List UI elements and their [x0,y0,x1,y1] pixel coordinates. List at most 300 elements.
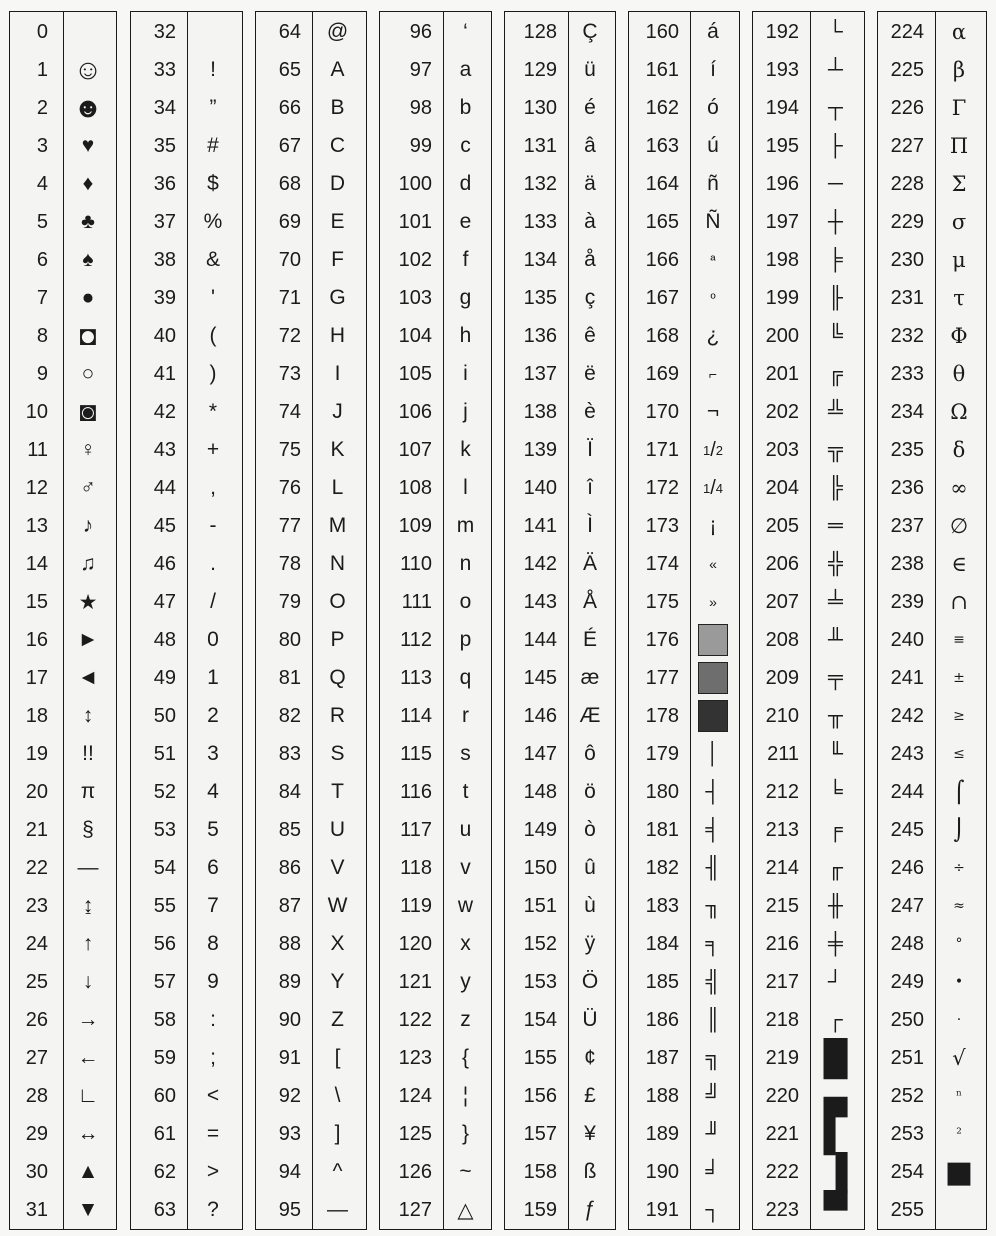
table-row [256,1153,366,1191]
table-row [505,735,615,773]
table-row [505,925,615,963]
table-row [380,1077,491,1115]
character-glyph: Ñ [705,210,721,233]
character-glyph: é [584,96,596,119]
character-glyph: è [584,400,596,423]
code-number: 167 [645,286,679,309]
code-number: 33 [153,58,176,81]
code-number: 236 [890,476,924,499]
table-row [10,1153,116,1191]
table-row [10,165,116,203]
table-row [256,279,366,317]
table-row [10,1001,116,1039]
character-glyph: £ [584,1084,596,1107]
table-row [629,241,739,279]
character-glyph: Q [329,666,346,689]
character-glyph: ╠ [828,476,843,499]
table-row [878,1077,986,1115]
character-glyph: ┌ [828,1008,843,1031]
code-number: 51 [153,742,176,765]
code-number: 96 [409,20,432,43]
table-row [256,583,366,621]
character-glyph: K [330,438,345,461]
table-row [878,13,986,51]
character-glyph: ▲ [77,1160,99,1183]
character-glyph: > [206,1160,220,1183]
table-row [10,317,116,355]
table-row [878,127,986,165]
table-row [753,469,864,507]
character-glyph: @ [326,20,349,43]
table-row [380,1191,491,1229]
table-row [256,659,366,697]
table-row [10,583,116,621]
code-number: 44 [153,476,176,499]
character-glyph: ^ [332,1160,343,1183]
table-row [380,887,491,925]
table-row [10,241,116,279]
table-row [131,583,242,621]
character-glyph: ” [209,96,217,119]
character-glyph: ♫ [80,552,96,575]
table-row [878,887,986,925]
code-number: 247 [890,894,924,917]
table-row [629,1039,739,1077]
shade-block-icon [698,700,728,732]
table-row [629,469,739,507]
table-row [878,469,986,507]
table-row [505,13,615,51]
table-row [878,1039,986,1077]
code-number: 148 [523,780,557,803]
character-glyph: ß [583,1160,597,1183]
code-number: 35 [153,134,176,157]
character-glyph: â [584,134,596,157]
character-glyph: θ [952,362,966,386]
code-number: 174 [645,552,679,575]
code-number: 220 [765,1084,799,1107]
character-glyph: ¬ [706,400,720,423]
table-row [380,1115,491,1153]
character-glyph: Å [582,590,597,613]
code-number: 111 [401,590,432,613]
table-row [10,1115,116,1153]
code-number: 210 [765,704,799,727]
character-glyph: z [460,1008,471,1031]
code-number: 125 [398,1122,432,1145]
table-row [131,1191,242,1229]
code-number: 197 [765,210,799,233]
table-row [629,89,739,127]
table-row [878,165,986,203]
code-number: 151 [523,894,557,917]
character-glyph [689,469,737,507]
table-row [10,735,116,773]
character-glyph: Æ [579,704,601,727]
character-glyph: ╥ [828,704,843,727]
table-row [256,1001,366,1039]
character-glyph: ╝ [705,1084,721,1107]
character-glyph: e [459,210,472,233]
table-row [256,89,366,127]
character-glyph: 9 [207,970,219,993]
table-row [629,697,739,735]
code-number: 130 [523,96,557,119]
table-row [753,583,864,621]
code-number: 221 [765,1122,799,1145]
table-row [131,887,242,925]
table-row [878,241,986,279]
character-glyph: ☺ [73,54,103,85]
character-glyph: • [954,974,964,990]
character-glyph: ╛ [705,1160,721,1183]
code-number: 178 [645,704,679,727]
table-row [505,659,615,697]
character-glyph: { [461,1046,469,1069]
code-number: 113 [400,666,432,689]
table-row [878,431,986,469]
code-number: 124 [398,1084,432,1107]
code-number: 152 [523,932,557,955]
table-row [131,431,242,469]
table-row [629,545,739,583]
table-row [256,1077,366,1115]
character-glyph: i [463,362,468,385]
code-number: 9 [36,362,48,385]
table-row [753,127,864,165]
character-glyph: ╦ [828,438,843,461]
shade-block-icon [698,624,728,656]
character-glyph: ? [207,1198,219,1221]
table-row [629,431,739,469]
character-glyph [689,621,737,659]
code-number: 175 [645,590,679,613]
table-row [505,545,615,583]
table-row [256,431,366,469]
character-glyph: ÿ [584,932,596,955]
character-glyph: Π [949,134,969,158]
table-row [10,507,116,545]
table-row [753,1115,864,1153]
table-row [505,1077,615,1115]
code-number: 28 [25,1084,48,1107]
character-glyph: h [459,324,472,347]
character-glyph: σ [951,210,967,234]
code-number: 78 [278,552,301,575]
character-glyph: ╓ [828,856,843,879]
code-number: 61 [153,1122,176,1145]
character-glyph: ∞ [950,476,968,500]
character-glyph: B [330,96,345,119]
table-row [256,545,366,583]
character-glyph: ♣ [81,210,95,233]
character-glyph: = [206,1122,220,1145]
table-row [629,583,739,621]
code-number: 205 [765,514,799,537]
character-glyph: √ [952,1046,966,1070]
character-glyph: ┬ [828,96,843,119]
table-row [131,735,242,773]
character-glyph: ♪ [82,514,94,537]
table-row [380,849,491,887]
character-glyph: ⌐ [708,366,718,382]
character-glyph: ú [707,134,719,157]
code-number: 98 [409,96,432,119]
character-glyph: ö [584,780,596,803]
code-number: 255 [890,1198,924,1221]
table-row [505,1153,615,1191]
character-glyph: ê [584,324,596,347]
character-glyph: ║ [705,1008,721,1031]
table-row [878,203,986,241]
table-row [878,621,986,659]
table-row [753,51,864,89]
table-row [878,849,986,887]
table-row [505,1191,615,1229]
code-number: 65 [278,58,301,81]
table-row [10,621,116,659]
table-row [753,393,864,431]
character-glyph: ∟ [77,1084,99,1107]
code-number: 158 [523,1160,557,1183]
character-glyph: Ï [587,438,593,461]
code-number: 193 [765,58,799,81]
code-number: 165 [645,210,679,233]
table-row [380,545,491,583]
character-glyph: · [956,1012,962,1028]
character-glyph: k [460,438,471,461]
character-glyph: ü [584,58,596,81]
table-row [629,849,739,887]
code-number: 209 [765,666,799,689]
character-glyph: ♥ [81,134,95,157]
character-glyph: ¦ [462,1084,469,1107]
character-glyph: ╕ [705,932,721,955]
table-row [629,507,739,545]
table-row [878,1191,986,1229]
table-row [505,963,615,1001]
table-row [505,165,615,203]
character-glyph: ä [584,172,596,195]
table-row [753,1039,864,1077]
character-glyph: Γ [951,96,967,120]
table-row [10,279,116,317]
character-glyph: } [461,1122,469,1145]
character-glyph: ╩ [828,400,843,423]
table-row [878,925,986,963]
code-number: 225 [890,58,924,81]
character-glyph: ≥ [953,708,965,724]
code-number: 95 [278,1198,301,1221]
character-glyph: ★ [78,590,98,614]
character-glyph: ↑ [82,932,94,955]
code-number: 218 [765,1008,799,1031]
table-row [256,697,366,735]
code-number: 99 [409,134,432,157]
code-number: 240 [890,628,924,651]
character-glyph: ↕ [82,704,94,727]
character-glyph: ╚ [828,324,843,347]
character-glyph: M [328,514,347,537]
character-glyph [62,13,114,51]
table-row [131,1115,242,1153]
table-row [505,849,615,887]
table-row [629,51,739,89]
character-glyph: ' [210,286,215,309]
code-number: 39 [153,286,176,309]
code-number: 231 [890,286,924,309]
character-glyph: y [460,970,471,993]
character-glyph: ◘ [79,320,97,351]
fraction-numerator: 1 [702,442,711,458]
code-column-1 [9,11,117,1230]
table-row [753,659,864,697]
character-glyph [689,697,737,735]
code-number: 203 [765,438,799,461]
table-row [131,621,242,659]
code-number: 128 [523,20,557,43]
character-glyph: L [331,476,344,499]
code-number: 168 [645,324,679,347]
character-glyph: G [329,286,346,309]
character-glyph: ó [707,96,719,119]
table-row [505,203,615,241]
code-number: 43 [153,438,176,461]
table-row [256,393,366,431]
table-row [753,13,864,51]
table-row [131,13,242,51]
code-number: 118 [400,856,432,879]
code-number: 192 [765,20,799,43]
table-row [10,887,116,925]
table-row [256,887,366,925]
table-row [131,355,242,393]
table-row [505,317,615,355]
table-row [505,355,615,393]
code-number: 187 [645,1046,679,1069]
table-row [878,507,986,545]
table-row [505,507,615,545]
character-glyph: π [80,780,96,803]
character-glyph: Ç [582,20,598,43]
code-number: 157 [523,1122,557,1145]
code-number: 58 [153,1008,176,1031]
table-row [505,773,615,811]
character-glyph: Ä [582,552,597,575]
character-glyph: A [330,58,345,81]
code-number: 45 [153,514,176,537]
table-row [753,279,864,317]
table-row [753,507,864,545]
character-glyph: - [209,514,217,537]
table-row [256,735,366,773]
table-row [629,317,739,355]
character-glyph: ◙ [79,396,97,427]
table-row [380,203,491,241]
code-column-3 [255,11,367,1230]
character-glyph: τ [953,286,965,310]
character-glyph: [ [334,1046,341,1069]
code-number: 4 [36,172,48,195]
character-glyph: 6 [207,856,219,879]
character-glyph: ⌡ [953,818,965,842]
code-number: 169 [645,362,679,385]
character-glyph: ¢ [584,1046,596,1069]
table-row [629,925,739,963]
character-glyph: c [460,134,471,157]
code-number: 0 [36,20,48,43]
code-number: 21 [25,818,48,841]
code-column-5 [504,11,616,1230]
table-row [380,51,491,89]
code-number: 76 [278,476,301,499]
code-number: 37 [153,210,176,233]
code-number: 88 [278,932,301,955]
character-glyph: ╨ [828,628,843,651]
table-row [256,621,366,659]
character-glyph: ↔ [77,1122,99,1145]
table-row [131,393,242,431]
code-number: 68 [278,172,301,195]
character-glyph: U [329,818,346,841]
table-row [753,545,864,583]
character-glyph: # [207,134,219,157]
table-row [629,1115,739,1153]
code-number: 239 [890,590,924,613]
character-glyph: ← [77,1046,99,1069]
code-number: 40 [153,324,176,347]
table-row [380,89,491,127]
character-glyph: á [707,20,719,43]
character-glyph: ! [210,58,216,81]
code-number: 16 [25,628,48,651]
code-number: 71 [278,286,301,309]
table-row [10,773,116,811]
table-row [131,469,242,507]
table-row [505,811,615,849]
character-glyph: 1 [207,666,219,689]
table-row [131,811,242,849]
character-glyph: Φ [950,324,968,348]
table-row [380,659,491,697]
character-glyph: ▌ [823,1115,848,1153]
character-glyph: μ [952,248,966,272]
character-glyph: R [329,704,346,727]
character-glyph: º [710,290,716,306]
code-number: 254 [890,1160,924,1183]
table-row [10,1039,116,1077]
character-glyph: ╬ [828,552,843,575]
character-glyph: ╔ [828,362,843,385]
character-glyph: ○ [81,362,95,385]
table-row [629,811,739,849]
code-number: 15 [25,590,48,613]
character-glyph: g [459,286,472,309]
code-number: 213 [765,818,799,841]
character-glyph: m [456,514,475,537]
character-glyph: û [584,856,596,879]
code-number: 131 [523,134,557,157]
character-glyph: s [460,742,471,765]
table-row [380,1153,491,1191]
fraction-numerator: 1 [702,480,711,496]
table-row [380,697,491,735]
character-glyph: 8 [207,932,219,955]
character-glyph: ▐ [823,1153,848,1191]
character-glyph [186,13,240,51]
code-number: 31 [25,1198,48,1221]
character-glyph: 0 [207,628,219,651]
